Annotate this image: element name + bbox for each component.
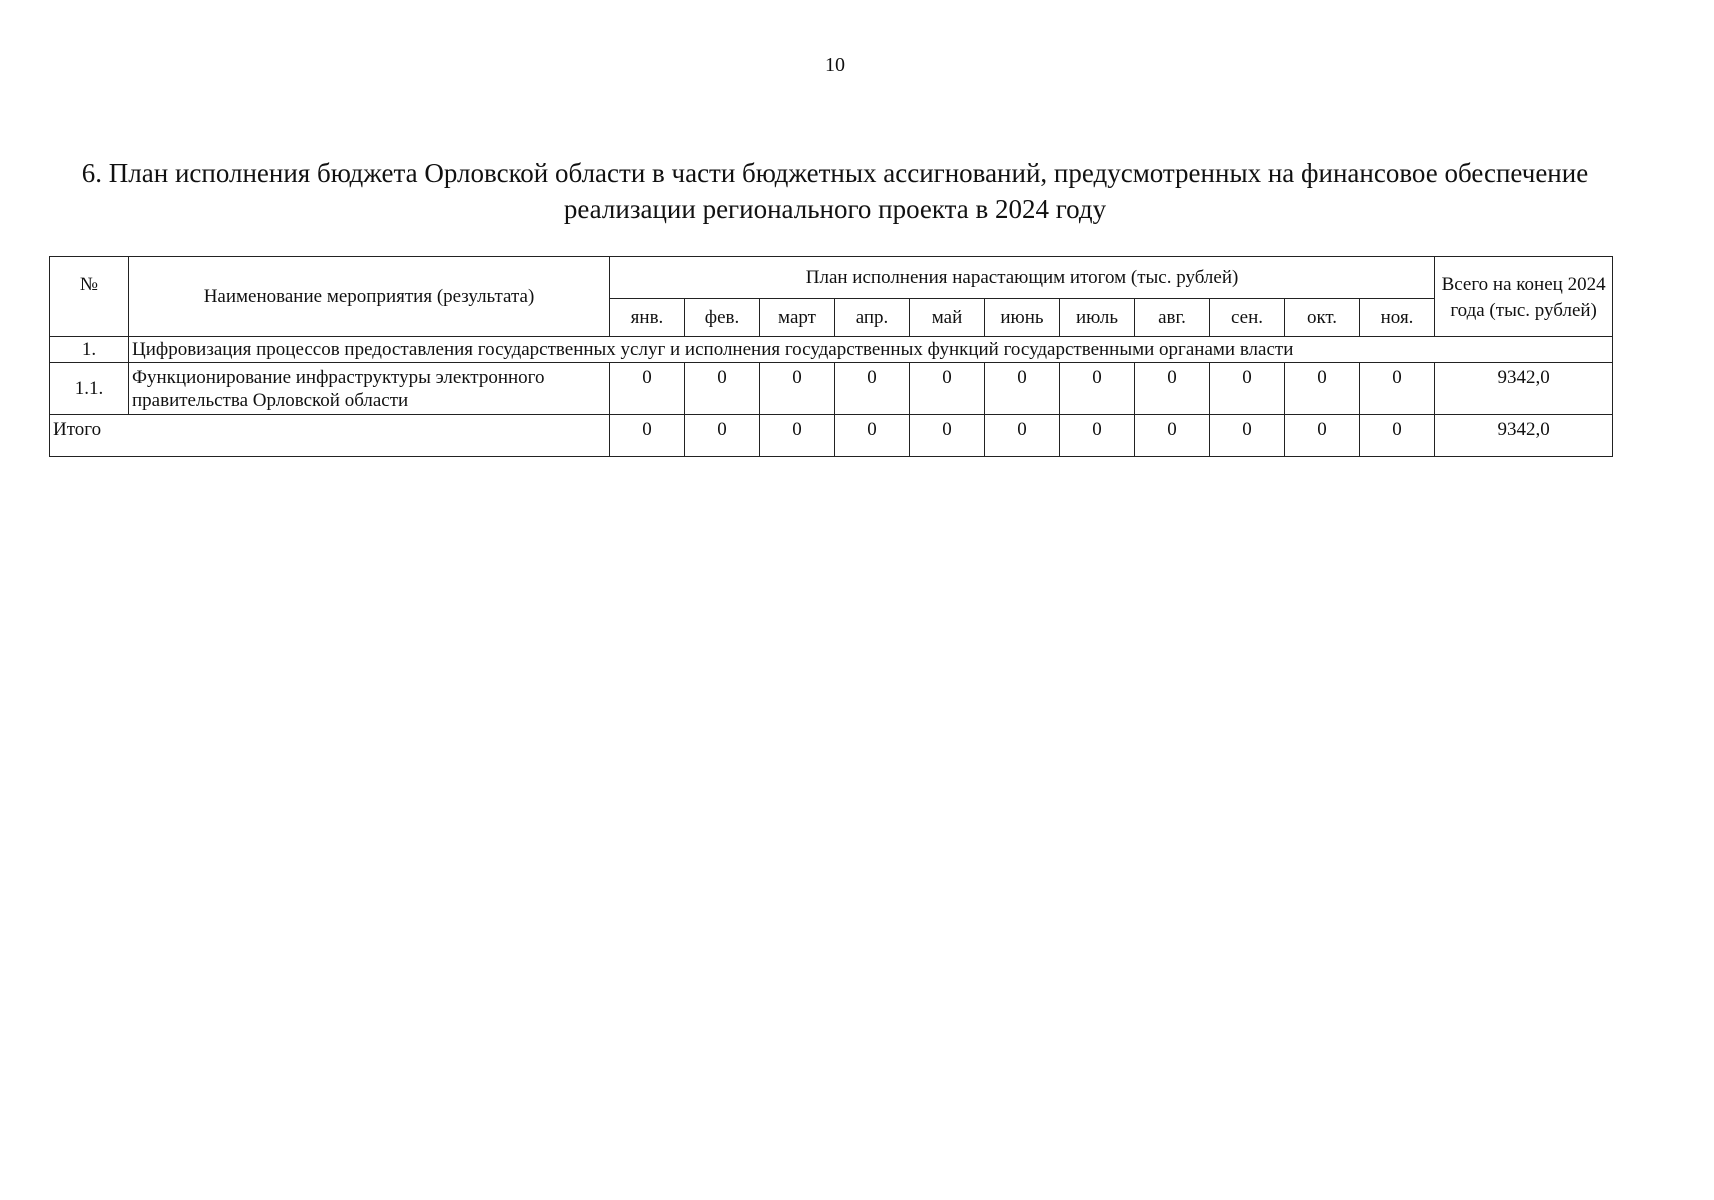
- summary-month-value: 0: [760, 415, 835, 457]
- summary-month-value: 0: [610, 415, 685, 457]
- header-month: май: [910, 299, 985, 337]
- section-number: 1.: [50, 337, 129, 363]
- table-row: [50, 363, 1613, 415]
- header-month: фев.: [685, 299, 760, 337]
- item-name: Функционирование инфраструктуры электронного правительства Орловской области: [129, 363, 610, 415]
- item-month-value: 0: [1210, 363, 1285, 415]
- summary-month-value: 0: [685, 415, 760, 457]
- header-month: сен.: [1210, 299, 1285, 337]
- document-title: 6. План исполнения бюджета Орловской области в части бюджетных ассигнований, предусмотренных на финансовое обеспечение реализации регионального проекта в 2024 году: [81, 158, 1589, 224]
- page-number: 10: [825, 54, 845, 76]
- summary-month-value: 0: [910, 415, 985, 457]
- item-month-value: 0: [910, 363, 985, 415]
- item-month-value: 0: [835, 363, 910, 415]
- item-month-value: 0: [685, 363, 760, 415]
- header-month: ноя.: [1360, 299, 1435, 337]
- budget-plan-table: [49, 256, 1613, 457]
- summary-month-value: 0: [1135, 415, 1210, 457]
- item-month-value: 0: [1135, 363, 1210, 415]
- header-month: окт.: [1285, 299, 1360, 337]
- header-plan: План исполнения нарастающим итогом (тыс. рублей): [610, 257, 1435, 299]
- header-month: март: [760, 299, 835, 337]
- header-total: Всего на конец 2024 года (тыс. рублей): [1435, 257, 1613, 337]
- summary-row: [50, 415, 1613, 457]
- header-month: апр.: [835, 299, 910, 337]
- item-month-value: 0: [1285, 363, 1360, 415]
- summary-label: Итого: [50, 415, 610, 457]
- header-month: июнь: [985, 299, 1060, 337]
- summary-month-value: 0: [1285, 415, 1360, 457]
- item-month-value: 0: [1360, 363, 1435, 415]
- header-month: июль: [1060, 299, 1135, 337]
- item-number: 1.1.: [50, 363, 129, 415]
- summary-month-value: 0: [1360, 415, 1435, 457]
- summary-month-value: 0: [1210, 415, 1285, 457]
- header-number: №: [50, 257, 129, 337]
- header-row: [50, 257, 1613, 299]
- item-total: 9342,0: [1435, 363, 1613, 415]
- item-month-value: 0: [760, 363, 835, 415]
- summary-month-value: 0: [1060, 415, 1135, 457]
- item-month-value: 0: [985, 363, 1060, 415]
- section-row: [50, 337, 1613, 363]
- header-month: янв.: [610, 299, 685, 337]
- section-name: Цифровизация процессов предоставления государственных услуг и исполнения государственных функций государственными органами власти: [129, 337, 1613, 363]
- summary-total: 9342,0: [1435, 415, 1613, 457]
- item-month-value: 0: [1060, 363, 1135, 415]
- item-month-value: 0: [610, 363, 685, 415]
- summary-month-value: 0: [835, 415, 910, 457]
- header-name: Наименование мероприятия (результата): [129, 257, 610, 337]
- summary-month-value: 0: [985, 415, 1060, 457]
- header-month: авг.: [1135, 299, 1210, 337]
